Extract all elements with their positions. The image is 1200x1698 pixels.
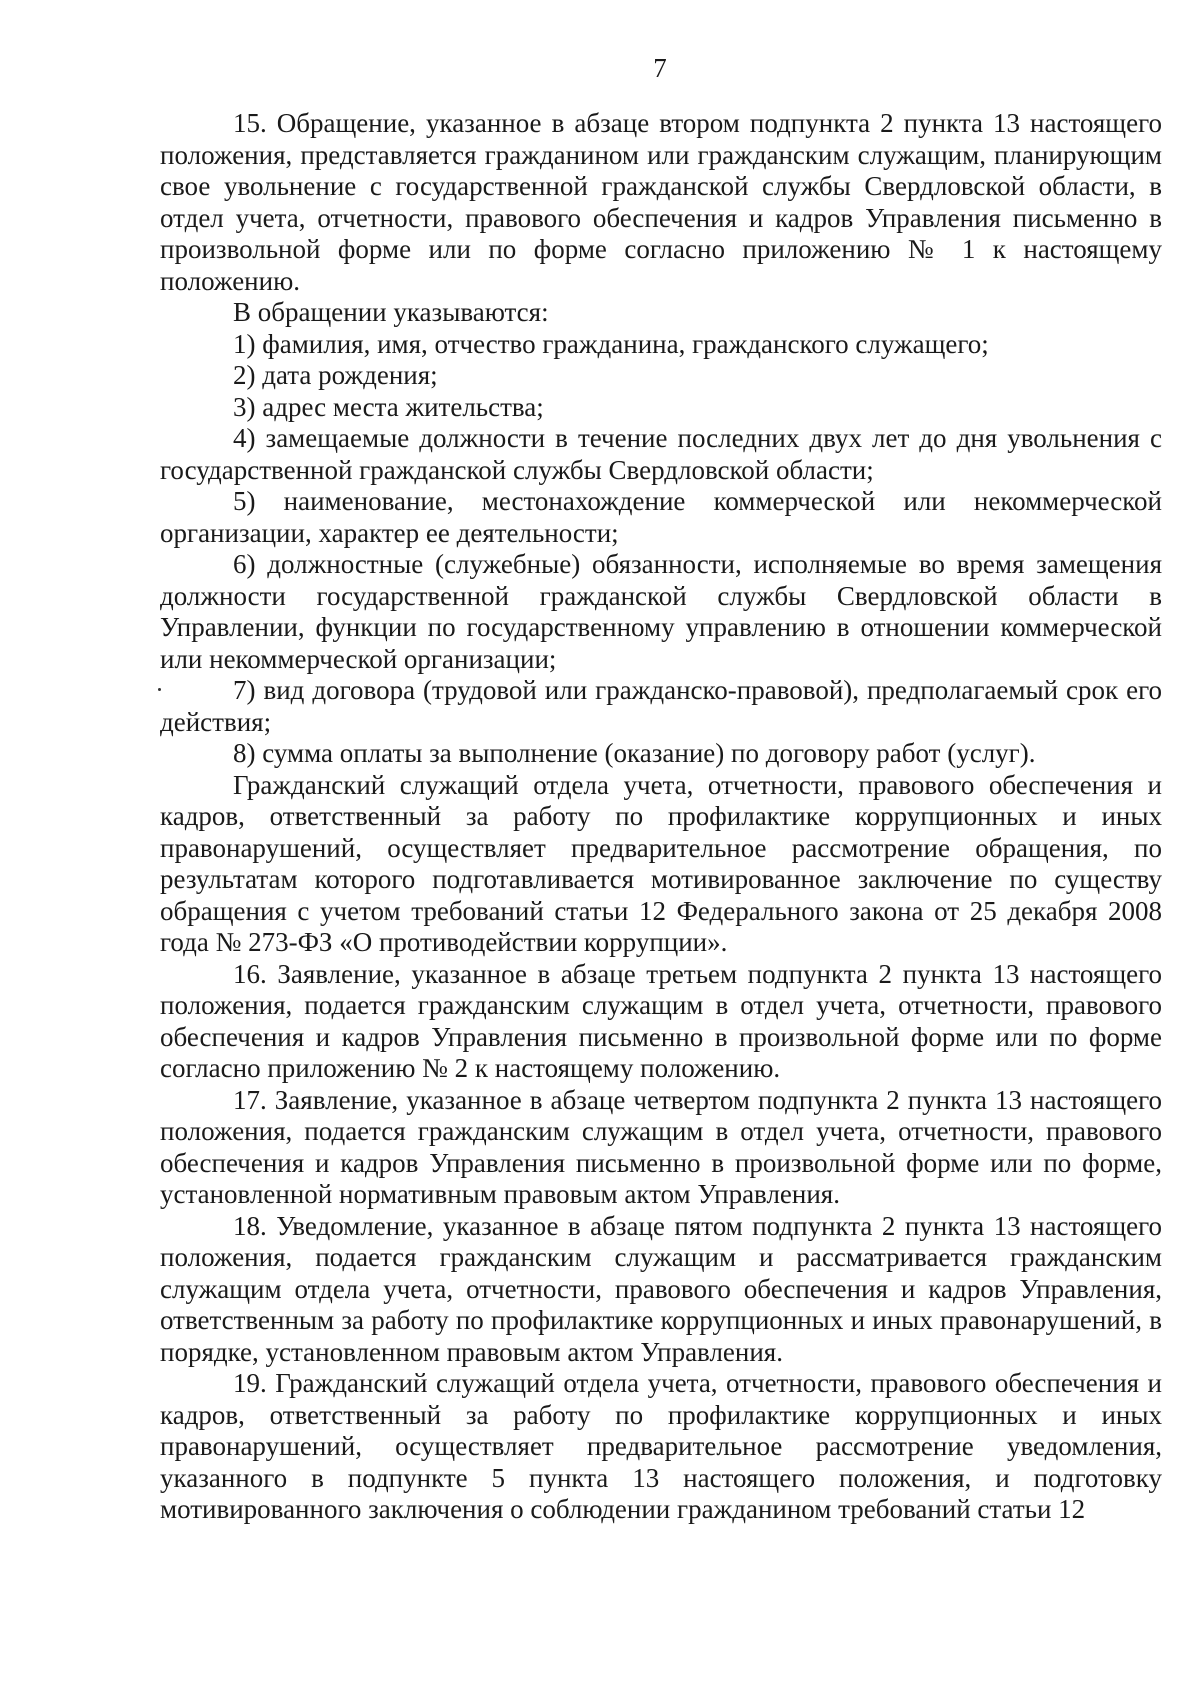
list-item-1: 1) фамилия, имя, отчество гражданина, гражданского служащего; <box>233 328 989 359</box>
list-item-5: 5) наименование, местонахождение коммерческой или некоммерческой организации, характер ее деятельности; <box>160 486 1162 548</box>
list-item-4: 4) замещаемые должности в течение последних двух лет до дня увольнения с государственной гражданской службы Свердловской области; <box>160 423 1162 485</box>
page-number: 7 <box>653 53 667 83</box>
list-item-3: 3) адрес места жительства; <box>233 391 544 422</box>
list-item-8: 8) сумма оплаты за выполнение (оказание) по договору работ (услуг). <box>233 738 1036 768</box>
paragraph-16: 16. Заявление, указанное в абзаце третьем подпункта 2 пункта 13 настоящего положения, подается гражданским служащим в отдел учета, отчетности, правового обеспечения и кадров Управления письменно в произвольной форме или по форме согласно приложению № 2 к настоящему положению. <box>160 958 1162 1083</box>
paragraph-18: 18. Уведомление, указанное в абзаце пятом подпункта 2 пункта 13 настоящего положения, подается гражданским служащим и рассматривается гражданским служащим отдела учета, отчетности, правового обеспечения и кадров Управления, ответственным за работу по профилактике коррупционных и иных правонарушений, в порядке, установленном правовым актом Управления. <box>160 1210 1162 1367</box>
paragraph-17: 17. Заявление, указанное в абзаце четвертом подпункта 2 пункта 13 настоящего положения, подается гражданским служащим в отдел учета, отчетности, правового обеспечения и кадров Управления письменно в произвольной форме или по форме, установленной нормативным правовым актом Управления. <box>160 1084 1162 1209</box>
list-item-7: 7) вид договора (трудовой или гражданско-правовой), предполагаемый срок его действия; <box>160 675 1162 737</box>
paragraph-15: 15. Обращение, указанное в абзаце втором подпункта 2 пункта 13 настоящего положения, представляется гражданином или гражданским служащим, планирующим свое увольнение с государственной гражданской службы Свердловской области, в отдел учета, отчетности, правового обеспечения и кадров Управления письменно в произвольной форме или по форме согласно приложению № 1 к настоящему положению. <box>160 108 1162 296</box>
paragraph-appeal-contents-intro: В обращении указываются: <box>233 297 549 327</box>
document-body <box>160 108 1162 1526</box>
paragraph-19: 19. Гражданский служащий отдела учета, отчетности, правового обеспечения и кадров, ответственный за работу по профилактике коррупционных и иных правонарушений, осуществляет предварительное рассмотрение уведомления, указанного в подпункте 5 пункта 13 настоящего положения, и подготовку мотивированного заключения о соблюдении гражданином требований статьи 12 <box>160 1368 1162 1524</box>
list-item-2: 2) дата рождения; <box>233 360 438 390</box>
paragraph-preliminary-review: Гражданский служащий отдела учета, отчетности, правового обеспечения и кадров, ответственный за работу по профилактике коррупционных и иных правонарушений, осуществляет предварительное рассмотрение обращения, по результатам которого подготавливается мотивированное заключение по существу обращения с учетом требований статьи 12 Федерального закона от 25 декабря 2008 года № 273-ФЗ «О противодействии коррупции». <box>160 769 1162 957</box>
list-item-6: 6) должностные (служебные) обязанности, исполняемые во время замещения должности государственной гражданской службы Свердловской области в Управлении, функции по государственному управлению в отношении коммерческой или некоммерческой организации; <box>160 549 1162 674</box>
